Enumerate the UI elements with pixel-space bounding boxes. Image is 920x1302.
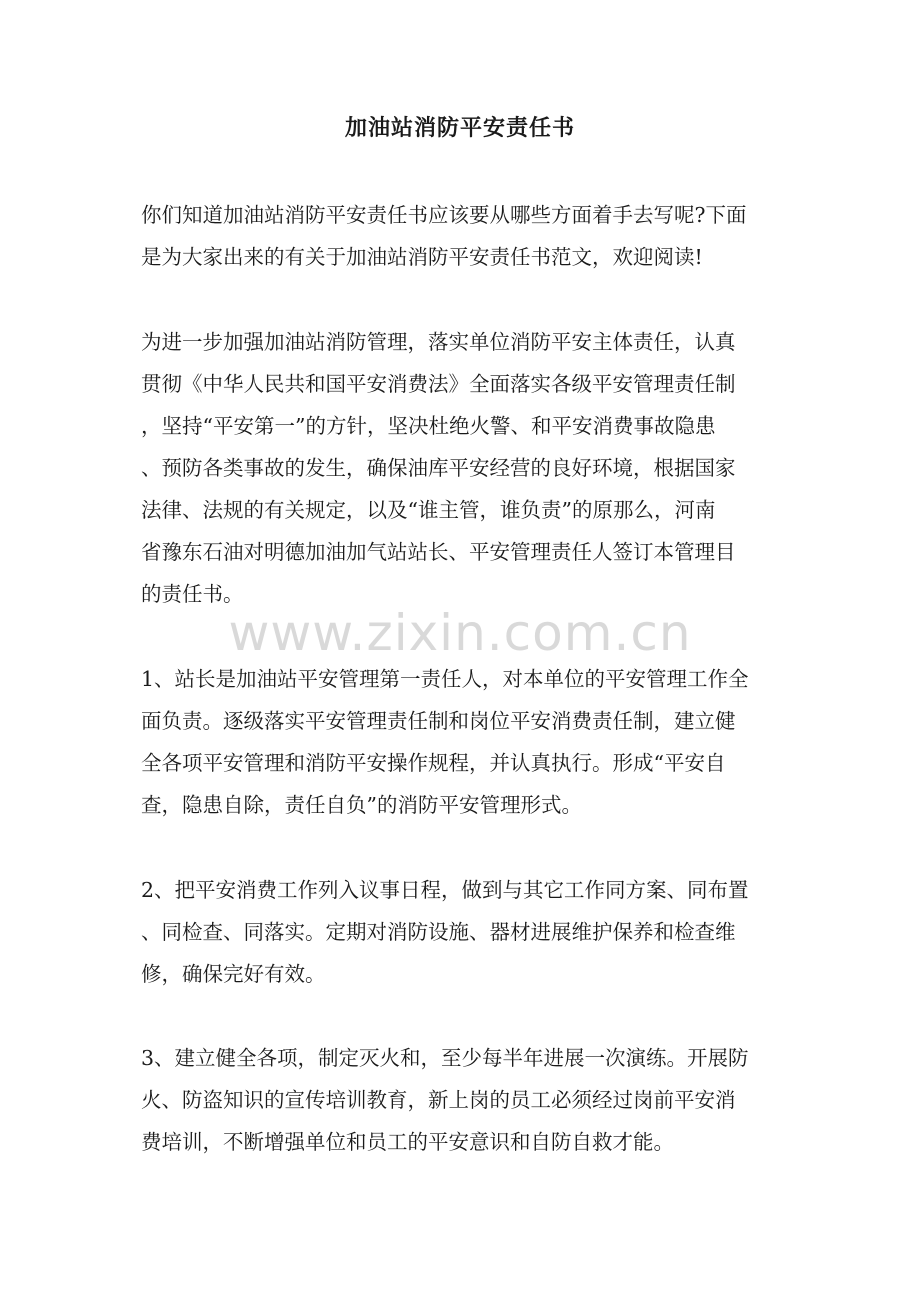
text-line: 火、防盗知识的宣传培训教育，新上岗的员工必须经过岗前平安消 [141,1088,736,1112]
text-line: 2、把平安消费工作列入议事日程，做到与其它工作同方案、同布置 [141,878,749,902]
text-line: 是为大家出来的有关于加油站消防平安责任书范文，欢迎阅读! [141,245,703,269]
text-line: 你们知道加油站消防平安责任书应该要从哪些方面着手去写呢?下面 [141,203,747,227]
text-line: 法律、法规的有关规定，以及“谁主管，谁负责”的原那么，河南 [141,498,716,522]
text-line: 、预防各类事故的发生，确保油库平安经营的良好环境，根据国家 [141,456,736,480]
watermark: www.zixin.com.cn [228,604,692,662]
paragraph-preamble [141,321,781,615]
text-line: 贯彻《中华人民共和国平安消费法》全面落实各级平安管理责任制 [141,372,736,396]
text-line: 省豫东石油对明德加油加气站站长、平安管理责任人签订本管理目 [141,540,736,564]
text-line: 1、站长是加油站平安管理第一责任人，对本单位的平安管理工作全 [141,667,749,691]
text-line: 3、建立健全各项，制定灭火和，至少每半年进展一次演练。开展防 [141,1046,749,1070]
text-line: 费培训，不断增强单位和员工的平安意识和自防自救才能。 [141,1130,674,1154]
document-title: 加油站消防平安责任书 [344,115,575,141]
text-line: 为进一步加强加油站消防管理，落实单位消防平安主体责任，认真 [141,330,736,354]
text-line: 查，隐患自除，责任自负”的消防平安管理形式。 [141,793,582,817]
paragraph-intro [141,194,781,278]
text-line: 的责任书。 [141,582,244,606]
paragraph-item-2 [141,869,781,995]
text-line: 面负责。逐级落实平安管理责任制和岗位平安消费责任制，建立健 [141,709,736,733]
paragraph-item-3 [141,1037,781,1163]
text-line: 修，确保完好有效。 [141,962,326,986]
text-line: ，坚持“平安第一”的方针，坚决杜绝火警、和平安消费事故隐患 [141,414,716,438]
text-line: 全各项平安管理和消防平安操作规程，并认真执行。形成“平安自 [141,751,726,775]
paragraph-item-1 [141,658,781,826]
text-line: 、同检查、同落实。定期对消防设施、器材进展维护保养和检查维 [141,920,736,944]
